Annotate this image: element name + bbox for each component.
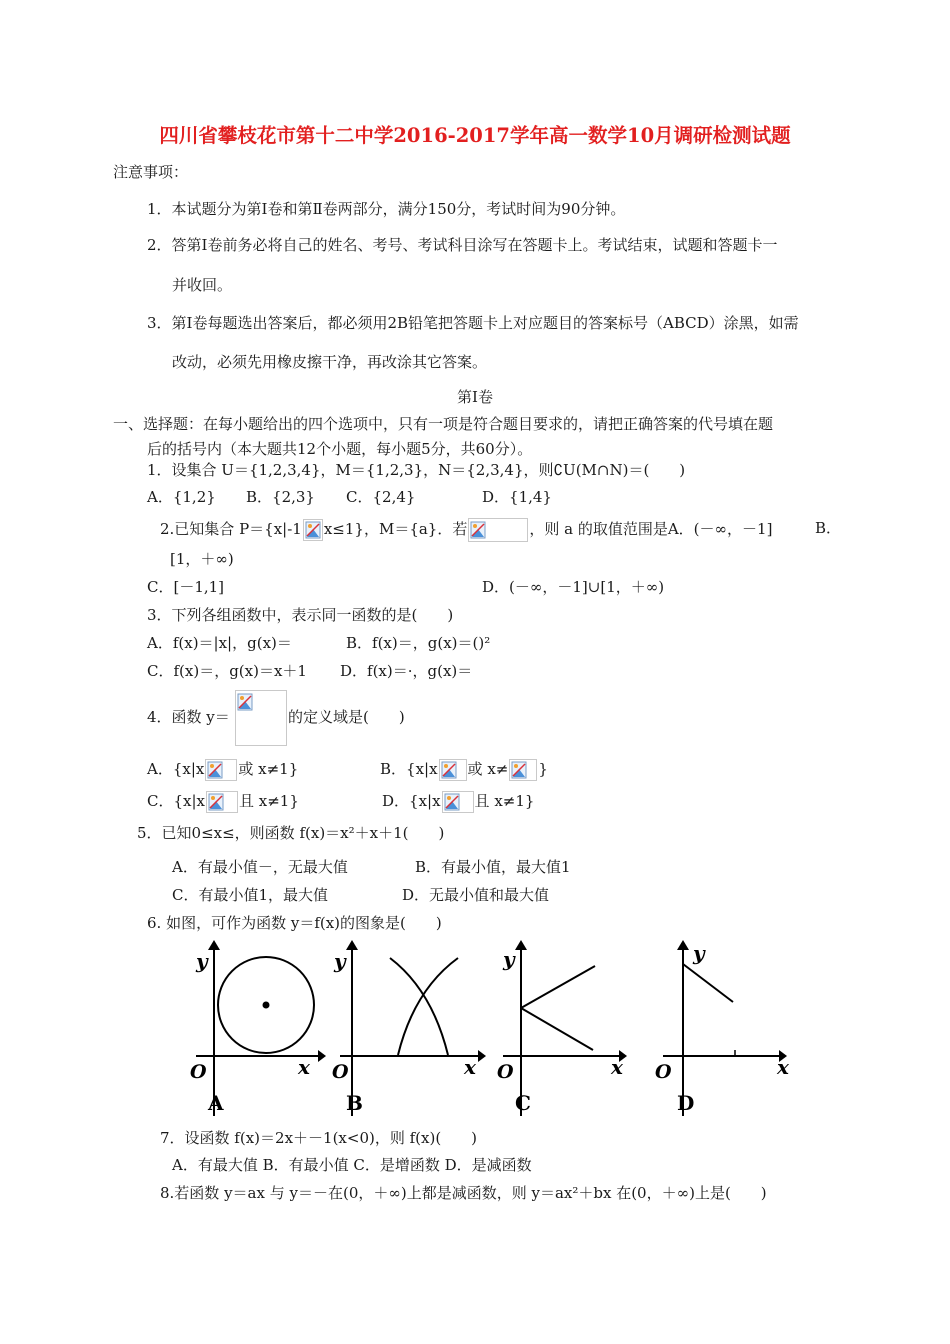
q3-option-b: B．f(x)＝，g(x)＝()²: [346, 634, 491, 652]
broken-image-icon: [235, 690, 287, 746]
q1-option-c: C．{2,4}: [346, 488, 416, 506]
section-intro-1: 一、选择题：在每小题给出的四个选项中，只有一项是符合题目要求的，请把正确答案的代号填在题: [113, 415, 774, 433]
q2-option-b-label: B．: [815, 519, 842, 537]
q5-option-a: A．有最小值－，无最大值: [172, 858, 348, 876]
q2-part3: ，则 a 的取值范围是A．(－∞，－1]: [529, 520, 773, 538]
q2-part2: x≤1}，M＝{a}．若: [323, 520, 468, 538]
q4-a-text-1: A．{x|x: [147, 760, 205, 778]
axis-y-label: y: [503, 947, 515, 971]
q2-option-b-value: [1，＋∞): [170, 550, 234, 568]
q6-stem: 6. 如图，可作为函数 y＝f(x)的图象是( ): [147, 914, 442, 932]
axis-x-label: x: [298, 1055, 310, 1079]
broken-image-icon: [442, 791, 474, 813]
q1-stem: 1．设集合 U＝{1,2,3,4}，M＝{1,2,3}，N＝{2,3,4}，则∁U(M∩N)＝( ): [147, 461, 686, 479]
q1-option-b: B．{2,3}: [246, 488, 315, 506]
axis-y-label: y: [196, 949, 208, 973]
q7-stem: 7．设函数 f(x)＝2x＋－1(x<0)，则 f(x)( ): [160, 1129, 478, 1147]
q5-option-c: C．有最小值1，最大值: [172, 886, 329, 904]
broken-image-icon: [303, 519, 323, 541]
q4-d-text-1: D．{x|x: [382, 792, 441, 810]
graph-label-c: C: [515, 1091, 531, 1115]
note-item-3-cont: 改动，必须先用橡皮擦干净，再改涂其它答案。: [172, 353, 488, 371]
q5-stem: 5．已知0≤x≤，则函数 f(x)＝x²＋x＋1( ): [137, 824, 445, 842]
q2-stem: [160, 518, 772, 542]
note-item-3: 3．第Ⅰ卷每题选出答案后，都必须用2B铅笔把答题卡上对应题目的答案标号（ABCD）涂黑，如需: [147, 314, 799, 332]
axis-y-label: y: [334, 949, 346, 973]
q4-c-text-1: C．{x|x: [147, 792, 205, 810]
graph-d: [653, 938, 798, 1122]
q2-option-d: D．(－∞，－1]∪[1，＋∞): [482, 578, 665, 596]
q4-option-a: [147, 758, 298, 781]
q8-stem: 8.若函数 y＝ax 与 y＝－在(0，＋∞)上都是减函数，则 y＝ax²＋bx 在(0，＋∞)上是( ): [160, 1184, 767, 1202]
q4-b-text-3: }: [538, 760, 548, 778]
broken-image-icon: [468, 518, 528, 542]
q4-option-d: [382, 790, 534, 813]
section-intro-2: 后的括号内（本大题共12个小题，每小题5分，共60分）。: [147, 440, 533, 458]
q1-option-a: A．{1,2}: [147, 488, 216, 506]
axis-y-label: y: [693, 941, 705, 965]
q3-option-d: D．f(x)＝·，g(x)＝: [340, 662, 473, 680]
note-item-2-cont: 并收回。: [172, 276, 233, 294]
q3-option-c: C．f(x)＝，g(x)＝x＋1: [147, 662, 307, 680]
q5-option-b: B．有最小值，最大值1: [415, 858, 571, 876]
graph-label-d: D: [677, 1091, 695, 1115]
graph-a: [186, 938, 326, 1122]
note-item-2: 2．答第Ⅰ卷前务必将自己的姓名、考号、考试科目涂写在答题卡上。考试结束，试题和答题卡一: [147, 236, 778, 254]
note-item-1: 1．本试题分为第Ⅰ卷和第Ⅱ卷两部分，满分150分，考试时间为90分钟。: [147, 200, 626, 218]
q4-c-text-2: 且 x≠1}: [239, 792, 299, 810]
notes-heading: 注意事项：: [113, 163, 189, 181]
origin-label: O: [190, 1061, 207, 1083]
graph-b: [330, 938, 490, 1122]
document-title: 四川省攀枝花市第十二中学2016-2017学年高一数学10月调研检测试题: [159, 124, 791, 147]
broken-image-icon: [206, 791, 238, 813]
q1-option-d: D．{1,4}: [482, 488, 552, 506]
origin-label: O: [497, 1061, 514, 1083]
section-title: 第Ⅰ卷: [457, 388, 493, 406]
q2-option-c: C．[－1,1]: [147, 578, 225, 596]
q3-option-a: A．f(x)＝|x|，g(x)＝: [147, 634, 292, 652]
q4-option-c: [147, 790, 299, 813]
q4-b-text-2: 或 x≠: [467, 760, 509, 778]
axis-x-label: x: [777, 1055, 789, 1079]
q4-stem-1: 4．函数 y＝: [147, 708, 230, 726]
q3-stem: 3．下列各组函数中，表示同一函数的是( ): [147, 606, 454, 624]
q4-b-text-1: B．{x|x: [380, 760, 438, 778]
graph-label-b: B: [346, 1091, 363, 1115]
q4-d-text-2: 且 x≠1}: [474, 792, 535, 810]
broken-image-icon: [509, 759, 537, 781]
broken-image-icon: [439, 759, 467, 781]
axis-x-label: x: [464, 1055, 476, 1079]
q7-options: A．有最大值 B．有最小值 C．是增函数 D．是减函数: [172, 1156, 532, 1174]
origin-label: O: [655, 1061, 672, 1083]
axis-x-label: x: [611, 1055, 623, 1079]
graph-c: [495, 938, 635, 1122]
graph-label-a: A: [208, 1091, 224, 1115]
q4-option-b: [380, 758, 548, 781]
q5-option-d: D．无最小值和最大值: [402, 886, 550, 904]
origin-label: O: [332, 1061, 349, 1083]
q2-part1: 2.已知集合 P＝{x|-1: [160, 520, 302, 538]
q4-a-text-2: 或 x≠1}: [238, 760, 299, 778]
q4-stem-2: 的定义域是( ): [288, 708, 405, 726]
broken-image-icon: [205, 759, 237, 781]
